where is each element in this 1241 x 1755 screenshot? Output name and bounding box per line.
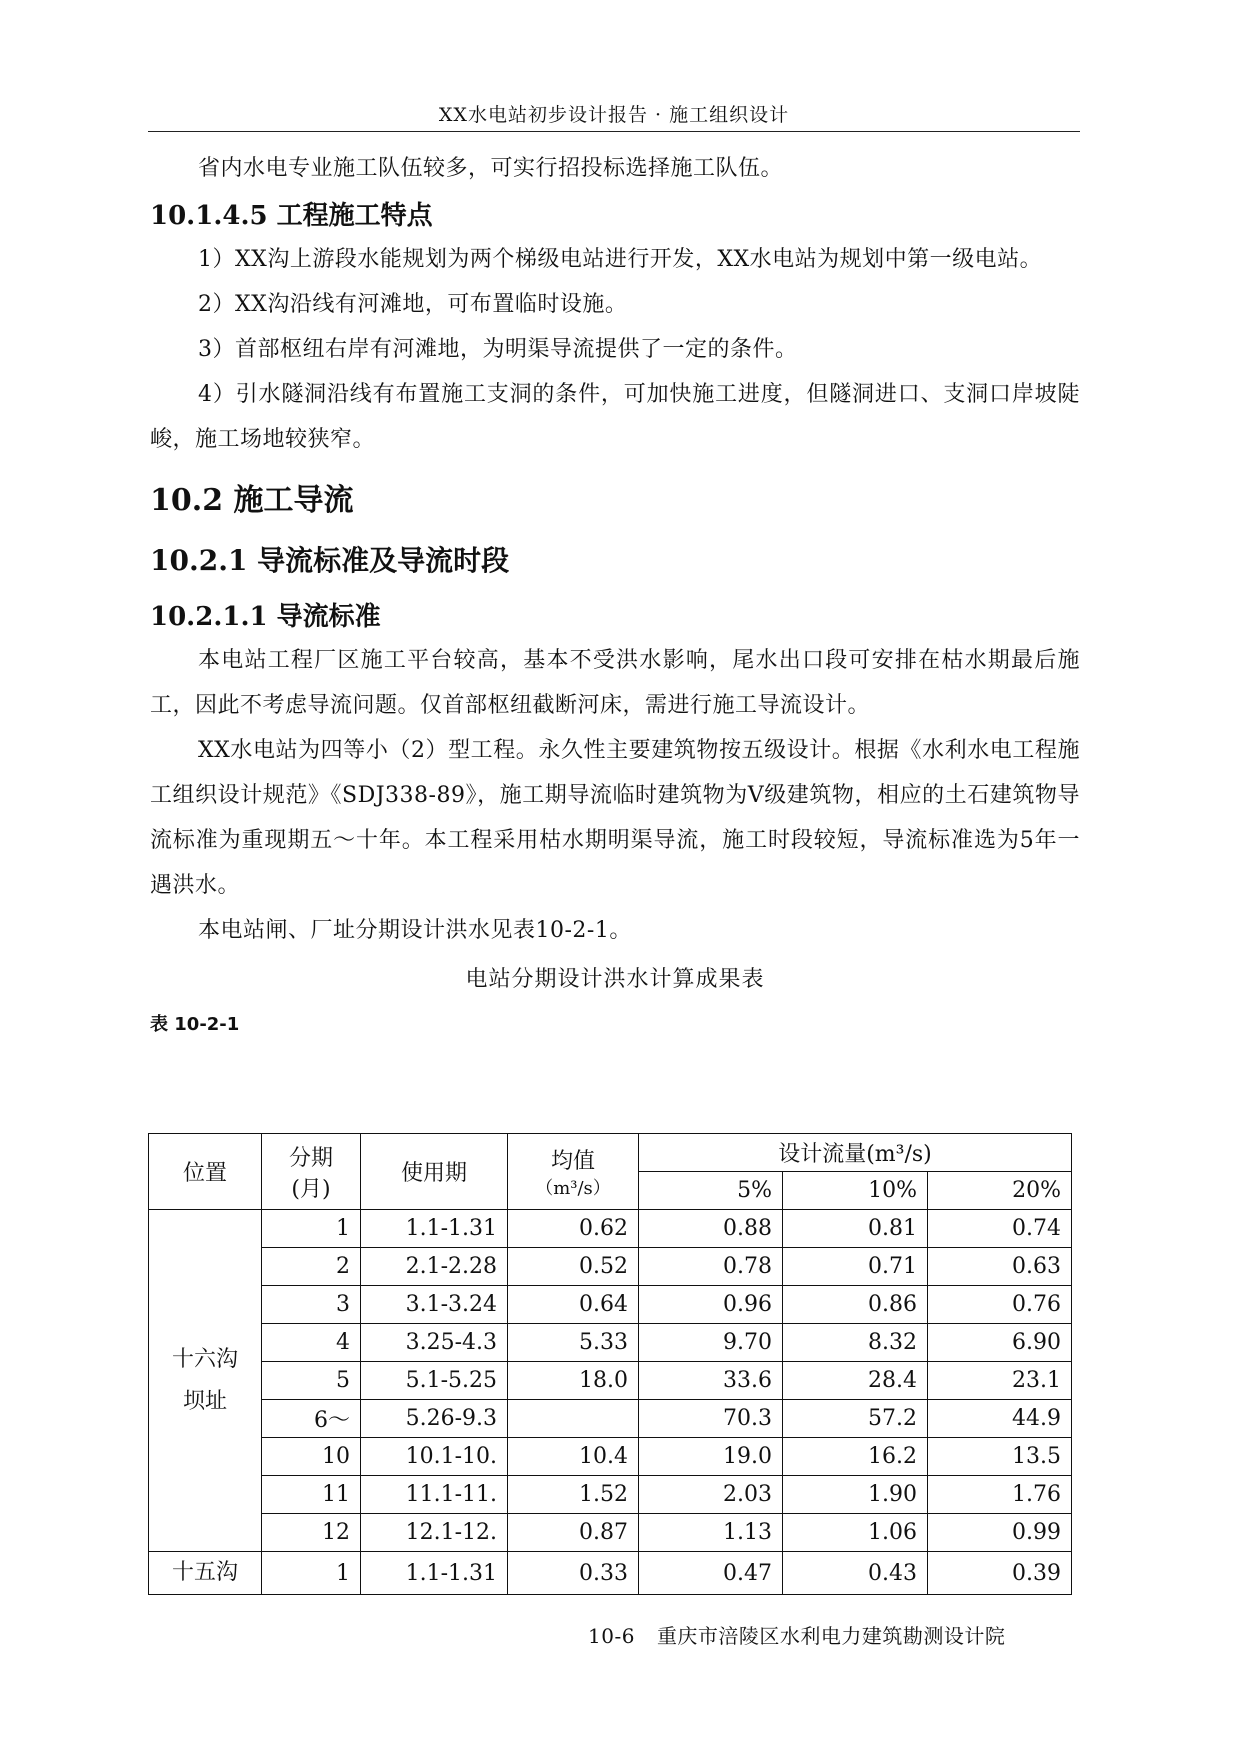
cell-p5: 0.78 (639, 1248, 783, 1286)
cell-period: 5 (262, 1362, 361, 1400)
paragraph-construction-teams: 省内水电专业施工队伍较多，可实行招投标选择施工队伍。 (198, 156, 784, 181)
cell-p20: 0.74 (928, 1210, 1072, 1248)
cell-period: 3 (262, 1286, 361, 1324)
header-design-flow: 设计流量(m³/s) (639, 1134, 1072, 1172)
flood-table (148, 1133, 1072, 1595)
header-usage-period: 使用期 (361, 1134, 508, 1210)
table-label: 表 10-2-1 (150, 1014, 240, 1035)
cell-period: 4 (262, 1324, 361, 1362)
cell-usage: 2.1-2.28 (361, 1248, 508, 1286)
heading-10-2-1-1: 10.2.1.1 导流标准 (150, 602, 381, 632)
cell-mean (508, 1400, 639, 1438)
cell-p5: 1.13 (639, 1514, 783, 1552)
cell-mean: 0.64 (508, 1286, 639, 1324)
table-row (149, 1552, 1072, 1595)
cell-mean: 5.33 (508, 1324, 639, 1362)
cell-p10: 57.2 (783, 1400, 928, 1438)
cell-period: 6～ (262, 1400, 361, 1438)
header-p5: 5% (639, 1172, 783, 1210)
table-row (149, 1286, 1072, 1324)
cell-mean: 0.33 (508, 1552, 639, 1595)
paragraph-diversion-1: 本电站工程厂区施工平台较高，基本不受洪水影响，尾水出口段可安排在枯水期最后施工，因此不考虑导流问题。仅首部枢纽截断河床，需进行施工导流设计。 (150, 648, 1080, 718)
cell-usage: 1.1-1.31 (361, 1552, 508, 1595)
cell-p20: 44.9 (928, 1400, 1072, 1438)
cell-p10: 0.81 (783, 1210, 928, 1248)
cell-p20: 0.76 (928, 1286, 1072, 1324)
heading-10-1-4-5: 10.1.4.5 工程施工特点 (150, 201, 433, 231)
cell-p5: 19.0 (639, 1438, 783, 1476)
cell-period: 12 (262, 1514, 361, 1552)
location-shiliugou-dam: 十六沟 坝址 (149, 1210, 262, 1552)
cell-p20: 23.1 (928, 1362, 1072, 1400)
cell-p20: 0.39 (928, 1552, 1072, 1595)
cell-p10: 1.06 (783, 1514, 928, 1552)
cell-p10: 1.90 (783, 1476, 928, 1514)
cell-p10: 8.32 (783, 1324, 928, 1362)
cell-period: 10 (262, 1438, 361, 1476)
header-divider (148, 131, 1080, 132)
cell-period: 11 (262, 1476, 361, 1514)
list-item-3: 3）首部枢纽右岸有河滩地，为明渠导流提供了一定的条件。 (198, 337, 798, 362)
table-row (149, 1210, 1072, 1248)
cell-usage: 11.1-11. (361, 1476, 508, 1514)
table-row (149, 1514, 1072, 1552)
cell-p20: 6.90 (928, 1324, 1072, 1362)
cell-p10: 28.4 (783, 1362, 928, 1400)
table-caption: 电站分期设计洪水计算成果表 (465, 967, 765, 992)
table-row (149, 1324, 1072, 1362)
paragraph-diversion-3: 本电站闸、厂址分期设计洪水见表10-2-1。 (198, 918, 632, 943)
cell-p5: 0.96 (639, 1286, 783, 1324)
cell-p10: 0.43 (783, 1552, 928, 1595)
cell-p5: 9.70 (639, 1324, 783, 1362)
cell-mean: 10.4 (508, 1438, 639, 1476)
cell-mean: 1.52 (508, 1476, 639, 1514)
cell-p20: 0.99 (928, 1514, 1072, 1552)
cell-p20: 1.76 (928, 1476, 1072, 1514)
header-location: 位置 (149, 1134, 262, 1210)
cell-period: 1 (262, 1210, 361, 1248)
document-body (150, 146, 1080, 1037)
cell-p20: 0.63 (928, 1248, 1072, 1286)
cell-p10: 0.86 (783, 1286, 928, 1324)
cell-p10: 16.2 (783, 1438, 928, 1476)
heading-10-2-1: 10.2.1 导流标准及导流时段 (150, 544, 510, 577)
cell-p5: 0.47 (639, 1552, 783, 1595)
header-p20: 20% (928, 1172, 1072, 1210)
cell-mean: 0.87 (508, 1514, 639, 1552)
cell-p5: 2.03 (639, 1476, 783, 1514)
cell-usage: 1.1-1.31 (361, 1210, 508, 1248)
header-p10: 10% (783, 1172, 928, 1210)
cell-p20: 13.5 (928, 1438, 1072, 1476)
cell-p10: 0.71 (783, 1248, 928, 1286)
location-shiwugou: 十五沟 (149, 1552, 262, 1595)
cell-usage: 3.25-4.3 (361, 1324, 508, 1362)
table-row (149, 1438, 1072, 1476)
cell-period: 1 (262, 1552, 361, 1595)
list-item-4: 4）引水隧洞沿线有布置施工支洞的条件，可加快施工进度，但隧洞进口、支洞口岸坡陡峻，施工场地较狭窄。 (150, 382, 1080, 452)
list-item-1: 1）XX沟上游段水能规划为两个梯级电站进行开发，XX水电站为规划中第一级电站。 (198, 247, 1043, 272)
page-footer (588, 1620, 1048, 1649)
cell-mean: 18.0 (508, 1362, 639, 1400)
cell-p5: 70.3 (639, 1400, 783, 1438)
cell-mean: 0.52 (508, 1248, 639, 1286)
cell-p5: 0.88 (639, 1210, 783, 1248)
table-row (149, 1362, 1072, 1400)
cell-p5: 33.6 (639, 1362, 783, 1400)
cell-period: 2 (262, 1248, 361, 1286)
page-number: 10-6 (588, 1624, 635, 1648)
list-item-2: 2）XX沟沿线有河滩地，可布置临时设施。 (198, 292, 628, 317)
cell-usage: 3.1-3.24 (361, 1286, 508, 1324)
cell-mean: 0.62 (508, 1210, 639, 1248)
table-row (149, 1476, 1072, 1514)
organization-name: 重庆市涪陵区水利电力建筑勘测设计院 (656, 1624, 1006, 1648)
heading-10-2: 10.2 施工导流 (150, 483, 354, 518)
table-row (149, 1248, 1072, 1286)
table-row (149, 1400, 1072, 1438)
cell-usage: 5.26-9.3 (361, 1400, 508, 1438)
cell-usage: 12.1-12. (361, 1514, 508, 1552)
paragraph-diversion-2: XX水电站为四等小（2）型工程。永久性主要建筑物按五级设计。根据《水利水电工程施工组织设计规范》《SDJ338-89》，施工期导流临时建筑物为Ⅴ级建筑物，相应的土石建筑物导流标准为重现期五～十年。本工程采用枯水期明渠导流，施工时段较短，导流标准选为5年一遇洪水。 (150, 738, 1080, 898)
header-mean: 均值 （m³/s） (508, 1134, 639, 1210)
cell-usage: 5.1-5.25 (361, 1362, 508, 1400)
cell-usage: 10.1-10. (361, 1438, 508, 1476)
header-period: 分期 (月) (262, 1134, 361, 1210)
page-header: XX水电站初步设计报告 · 施工组织设计 (438, 104, 790, 126)
